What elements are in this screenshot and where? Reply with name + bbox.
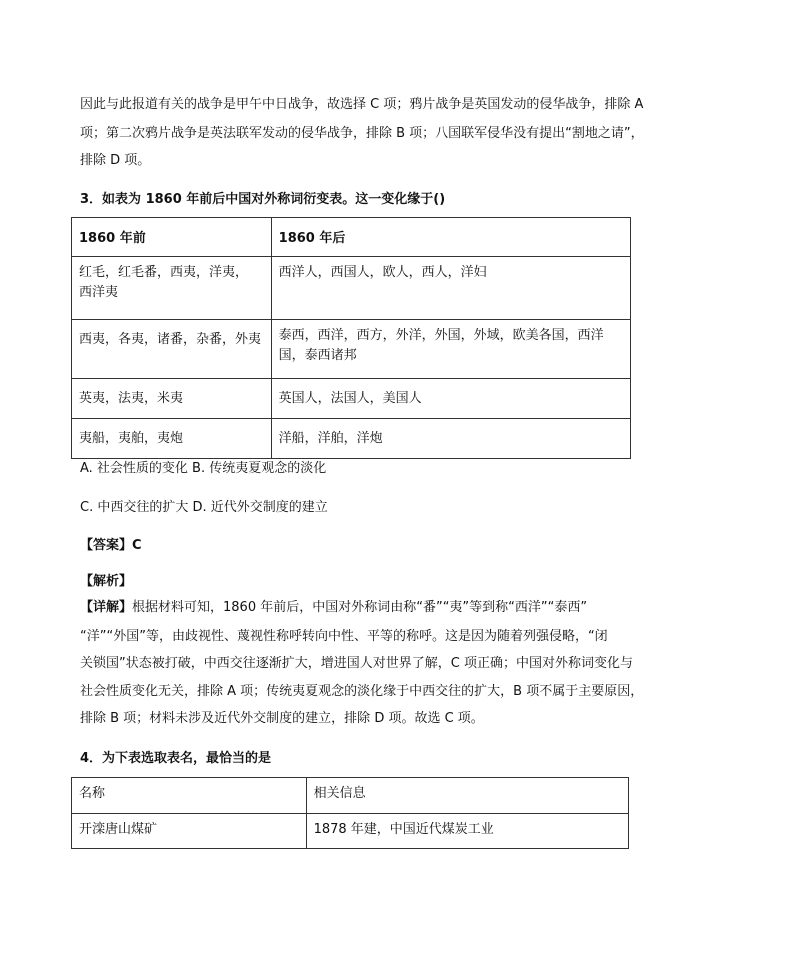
table-cell: 红毛，红毛番，西夷，洋夷， 西洋夷: [72, 257, 272, 320]
detail-label: 【详解】: [80, 600, 133, 615]
answer-label: 【答案】: [80, 538, 133, 553]
q4-table: [71, 777, 629, 849]
table-cell: 西夷，各夷，诸番，杂番，外夷: [72, 320, 272, 379]
table-cell: 英夷，法夷，米夷: [72, 379, 272, 419]
table-cell: 洋船，洋舶，洋炮: [271, 419, 630, 459]
detail-line-3: 关锁国”状态被打破，中西交往逐渐扩大，增进国人对世界了解，C 项正确；中国对外称词变化与: [80, 656, 633, 671]
answer-line: [80, 537, 142, 555]
detail-line-5: 排除 B 项；材料未涉及近代外交制度的建立，排除 D 项。故选 C 项。: [80, 711, 484, 726]
table-cell: 开滦唐山煤矿: [72, 814, 307, 849]
table-cell: 西洋人，西国人，欧人，西人，洋妇: [271, 257, 630, 320]
intro-line-1: 因此与此报道有关的战争是甲午中日战争，故选择 C 项；鸦片战争是英国发动的侵华战争，排除 A: [80, 97, 644, 112]
table-row: [72, 419, 631, 459]
options-line-1: A. 社会性质的变化 B. 传统夷夏观念的淡化: [80, 461, 327, 476]
analysis-label: 【解析】: [80, 574, 133, 589]
answer-value: C: [132, 538, 142, 553]
table-row: [72, 379, 631, 419]
table-cell: 泰西，西洋，西方，外洋，外国，外域，欧美各国，西洋 国，泰西诸邦: [271, 320, 630, 379]
table-cell: 英国人，法国人，美国人: [271, 379, 630, 419]
q3-table: [71, 217, 631, 459]
detail-line-2: “洋”“外国”等，由歧视性、蔑视性称呼转向中性、平等的称呼。这是因为随着列强侵略，“闭: [80, 629, 608, 644]
table-cell: 夷船，夷舶，夷炮: [72, 419, 272, 459]
table-header-cell: 1860 年前: [72, 218, 272, 257]
detail-line-1: 【详解】根据材料可知，1860 年前后，中国对外称词由称“番”“夷”等到称“西洋”“泰西”: [80, 600, 588, 615]
table-cell: 1878 年建，中国近代煤炭工业: [306, 814, 628, 849]
table-row: [72, 814, 629, 849]
table-header-cell: 名称: [72, 778, 307, 814]
question-3-stem: 3．如表为 1860 年前后中国对外称词衍变表。这一变化缘于(): [80, 192, 446, 207]
table-row: [72, 257, 631, 320]
detail-line-4: 社会性质变化无关，排除 A 项；传统夷夏观念的淡化缘于中西交往的扩大，B 项不属于主要原因，: [80, 684, 644, 699]
options-line-2: C. 中西交往的扩大 D. 近代外交制度的建立: [80, 500, 328, 515]
intro-line-2: 项；第二次鸦片战争是英法联军发动的侵华战争，排除 B 项；八国联军侵华没有提出“割地之请”，: [80, 126, 644, 141]
table-row: [72, 320, 631, 379]
table-header-cell: 相关信息: [306, 778, 628, 814]
table-header-row: [72, 218, 631, 257]
question-4-stem: 4．为下表选取表名，最恰当的是: [80, 751, 272, 766]
table-header-cell: 1860 年后: [271, 218, 630, 257]
intro-line-3: 排除 D 项。: [80, 153, 151, 168]
table-header-row: [72, 778, 629, 814]
